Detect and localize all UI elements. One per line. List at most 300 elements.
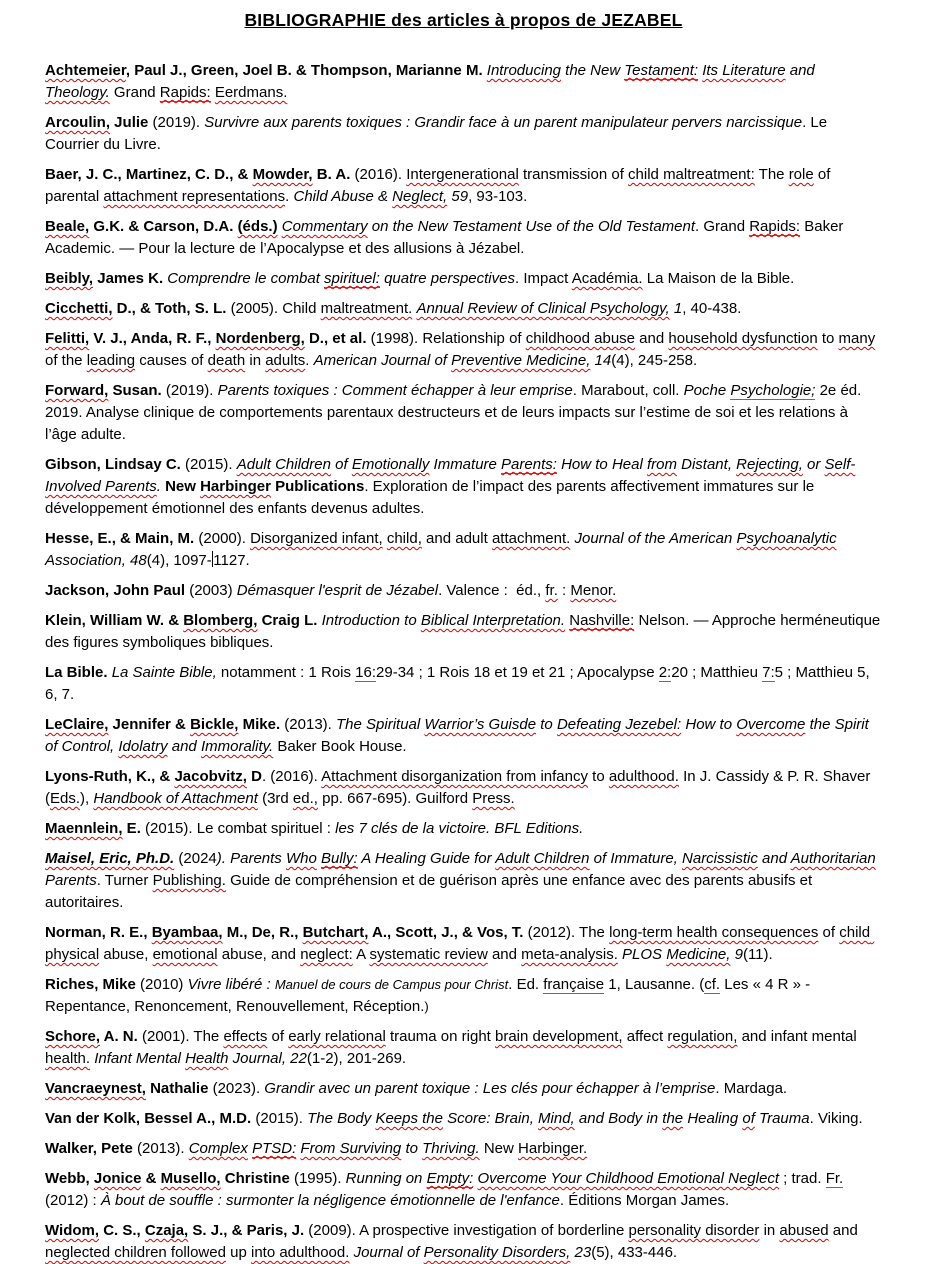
text-run: James K. <box>93 270 168 287</box>
text-run: up <box>225 1244 251 1261</box>
text-run: Journal of the American <box>574 530 737 547</box>
text-run: Parents <box>45 850 880 889</box>
text-run: Nathalie <box>145 1080 213 1097</box>
text-run: E. <box>122 820 146 837</box>
text-run: Mind, <box>538 1110 575 1127</box>
bibliography-entry <box>45 1220 882 1264</box>
text-run: (1-2), 201-269. <box>306 1050 407 1067</box>
text-run: D., et al. <box>304 330 371 347</box>
text-run: , Paul J., Green, Joel B. & Thompson, Marianne M. <box>125 62 487 79</box>
text-run: Czaja, <box>144 1222 189 1239</box>
text-run: (4), 1097- <box>146 552 212 569</box>
text-run: 1127. <box>213 552 250 569</box>
text-run: 29-34 ; 1 Rois 18 et 19 et 21 ; Apocalypse <box>376 664 659 681</box>
text-run: LeClaire, <box>45 716 109 733</box>
text-run: ; trad. <box>779 1170 826 1187</box>
text-run: Publications <box>270 478 365 495</box>
text-run: Testament: <box>624 62 699 79</box>
text-run: . Mardaga. <box>715 1080 788 1097</box>
text-run: Journal of <box>353 1244 424 1261</box>
bibliography-entry <box>45 766 882 810</box>
text-run: in <box>245 352 266 369</box>
bibliography-entry <box>45 848 882 914</box>
text-run: (2000). <box>198 530 251 547</box>
text-run: Parents toxiques : Comment échapper à leur emprise <box>217 382 573 399</box>
text-run: Introducing <box>486 62 561 79</box>
text-run: . Turner <box>96 872 153 889</box>
text-run: B. A. <box>312 166 355 183</box>
text-run: les 7 clés de la victoire. BFL Editions. <box>335 820 584 837</box>
text-run: Personality Disorders, <box>423 1244 571 1261</box>
text-run: of Immature, <box>589 850 683 867</box>
text-run: Trauma <box>754 1110 810 1127</box>
text-run: Gibson, Lindsay C. <box>45 456 186 473</box>
text-run: (2013). <box>137 1140 189 1157</box>
bibliography-entry <box>45 974 882 1018</box>
text-run: Maisel, Eric, Ph.D. <box>45 850 175 867</box>
text-run: (2015). Le combat spirituel : <box>145 820 336 837</box>
text-run: Eds. <box>50 790 81 807</box>
text-run: 9 <box>730 946 743 963</box>
text-run: and adult <box>421 530 492 547</box>
text-run: Warrior’s Guisde <box>424 716 537 733</box>
text-run: of <box>742 1110 755 1127</box>
text-run: A <box>352 946 370 963</box>
text-run: to <box>401 1140 423 1157</box>
text-run: . Le Courrier du Livre. <box>45 114 832 153</box>
text-run: emotional <box>152 946 218 963</box>
text-run: Annual Review of Clinical Psychology, <box>416 300 670 317</box>
text-run: 1 <box>669 300 683 317</box>
text-run: role <box>788 166 814 183</box>
text-run: française <box>543 976 605 993</box>
text-run: and <box>487 946 522 963</box>
text-run: Complex <box>188 1140 248 1157</box>
text-run: Grandir avec un parent toxique : Les clés pour échapper à l’emprise <box>264 1080 716 1097</box>
text-run: Grand <box>109 84 160 101</box>
text-run: Susan. <box>108 382 166 399</box>
text-run: Nashville: <box>569 612 635 629</box>
text-run: Schore, <box>45 1028 101 1045</box>
text-run: : <box>557 582 571 599</box>
text-run: Beibly, <box>45 270 94 287</box>
text-run: (1995). <box>293 1170 346 1187</box>
text-run: Mowder, <box>252 166 313 183</box>
text-run: Christine <box>220 1170 294 1187</box>
text-run: Medicine, <box>666 946 731 963</box>
text-run: Webb, <box>45 1170 94 1187</box>
text-run: and <box>757 850 791 867</box>
text-run: Baer, J. C., Martinez, C. D., & <box>45 166 253 183</box>
text-run: to <box>587 768 609 785</box>
text-run: Parents: <box>501 456 557 473</box>
text-run: on the New Testament Use of the Old Testament <box>367 218 696 235</box>
text-run: Journal, 22 <box>228 1050 307 1067</box>
text-run: La Sainte Bible, <box>111 664 217 681</box>
text-run: Rapids: <box>749 218 801 235</box>
text-run: 1, Lausanne. ( <box>604 976 705 993</box>
text-run: Jonice <box>93 1170 142 1187</box>
text-run: Harbinger <box>200 478 271 495</box>
text-run: cf. <box>704 976 721 993</box>
text-run: childhood abuse <box>525 330 636 347</box>
text-run: Adult Children <box>236 456 331 473</box>
text-run: . Marabout, coll. <box>572 382 684 399</box>
text-run: ) <box>424 999 429 1014</box>
text-run: Julie <box>110 114 153 131</box>
text-run: . <box>156 478 166 495</box>
text-run: La Bible. <box>45 664 112 681</box>
text-run: La Maison de la Bible. <box>642 270 795 287</box>
text-run: affect <box>622 1028 668 1045</box>
text-run: Mike. <box>238 716 285 733</box>
text-run: In J. Cassidy & P. R. Shaver ( <box>45 768 875 807</box>
text-run: How to <box>681 716 737 733</box>
text-run: ), <box>80 790 94 807</box>
text-run: Survivre aux parents toxiques : Grandir face à un parent manipulateur pervers narcissique <box>204 114 803 131</box>
text-run: Introduction to <box>321 612 421 629</box>
text-run: adulthood. <box>608 768 679 785</box>
text-run: (2001). The <box>141 1028 224 1045</box>
text-run: of <box>267 1028 289 1045</box>
text-run: Commentary <box>281 218 368 235</box>
text-run: brain development, <box>495 1028 623 1045</box>
text-run: , 93-103. <box>468 188 528 205</box>
text-run: Craig L. <box>257 612 322 629</box>
text-run: (2003) <box>189 582 237 599</box>
text-run: Immature <box>429 456 502 473</box>
text-run: Parents <box>230 850 286 867</box>
text-run: Forward, <box>45 382 109 399</box>
text-run: 23 <box>570 1244 592 1261</box>
text-run: the Spirit of Control, <box>45 716 873 755</box>
text-run: and <box>785 62 819 79</box>
text-run: leading <box>86 352 136 369</box>
text-run: Vancraeynest, <box>45 1080 146 1097</box>
text-run: 2: <box>658 664 672 681</box>
text-run: Van der Kolk, Bessel A., M.D. <box>45 1110 256 1127</box>
text-run: health. <box>45 1050 91 1067</box>
text-run: Manuel de cours de Campus pour Christ <box>274 977 509 992</box>
text-run: Norman, R. E., <box>45 924 152 941</box>
bibliography-entry <box>45 1168 882 1212</box>
text-run: (3rd <box>257 790 293 807</box>
bibliography-entry <box>45 454 882 520</box>
text-run: . Viking. <box>809 1110 863 1127</box>
text-run: attachment representations <box>103 188 286 205</box>
text-run: neglected children followed <box>45 1244 226 1261</box>
text-run: Thriving. <box>422 1140 480 1157</box>
bibliography-list <box>45 60 885 1264</box>
text-run: death <box>207 352 246 369</box>
text-run: many <box>838 330 876 347</box>
text-run: Académia. <box>571 270 643 287</box>
text-run: Menor. <box>570 582 617 599</box>
text-run: Eerdmans. <box>214 84 288 101</box>
text-run: Les « 4 R » - Repentance, Renoncement, Renouvellement, Réception. <box>45 976 815 1015</box>
text-run: , 40-438. <box>682 300 742 317</box>
text-run: Handbook of Attachment <box>93 790 258 807</box>
text-run: The Body <box>307 1110 376 1127</box>
text-run: (2012) : <box>45 1170 848 1209</box>
text-run: Cicchetti, <box>45 300 113 317</box>
text-run: Association, 48 <box>45 530 841 569</box>
text-run: child, <box>386 530 422 547</box>
bibliography-entry <box>45 662 882 706</box>
text-run: Rejecting, <box>736 456 803 473</box>
text-run: V. J., Anda, R. F., <box>89 330 216 347</box>
text-run: Baker Book House. <box>273 738 407 755</box>
text-run: Who <box>285 850 317 867</box>
text-run: . (2016). <box>261 768 322 785</box>
text-run: & <box>141 1170 161 1187</box>
text-run: 20 ; Matthieu <box>671 664 763 681</box>
text-run: of the <box>45 330 880 369</box>
text-run: Disorganized infant, <box>250 530 383 547</box>
text-run: to <box>536 716 557 733</box>
text-run: early relational <box>288 1028 386 1045</box>
text-run: Psychoanalytic <box>736 530 837 547</box>
text-run: of <box>330 456 352 473</box>
text-run: of parental <box>45 166 835 205</box>
text-run: Nelson. — Approche herméneutique des figures symboliques bibliques. <box>45 612 885 651</box>
text-run: (2024 <box>174 850 217 867</box>
text-run: notamment : 1 Rois <box>216 664 356 681</box>
bibliography-entry <box>45 714 882 758</box>
text-run: and <box>828 1222 863 1239</box>
text-run: Riches, Mike <box>45 976 141 993</box>
text-run: trauma on right <box>385 1028 495 1045</box>
text-run: PLOS <box>622 946 667 963</box>
text-run: Psychologie; <box>730 382 816 399</box>
bibliography-entry <box>45 922 882 966</box>
text-run: into adulthood. <box>250 1244 350 1261</box>
text-run: Overcome <box>736 716 806 733</box>
text-run: Bickle, <box>190 716 239 733</box>
bibliography-entry <box>45 164 882 208</box>
text-run: to <box>817 330 839 347</box>
text-run: ed., <box>292 790 318 807</box>
text-run: . Grand <box>695 218 750 235</box>
text-run: adults <box>265 352 306 369</box>
text-run: long-term health consequences <box>609 924 819 941</box>
text-run: spirituel: <box>324 270 380 287</box>
text-run: (2012). The <box>527 924 610 941</box>
text-run: (2015). <box>255 1110 308 1127</box>
text-run: regulation, <box>667 1028 738 1045</box>
text-run: (2019). <box>152 114 205 131</box>
text-run: and <box>167 738 201 755</box>
text-run: attachment. <box>491 530 571 547</box>
bibliography-entry <box>45 610 885 654</box>
text-run: 5 ; Matthieu 5, 6, 7. <box>45 664 874 703</box>
text-run: (5), 433-446. <box>591 1244 678 1261</box>
text-run: Child Abuse & <box>293 188 393 205</box>
text-run: (2016). <box>354 166 407 183</box>
text-run: Healing <box>683 1110 743 1127</box>
text-run: Fr. <box>825 1170 844 1187</box>
text-run: (2005). Child <box>230 300 321 317</box>
text-run: Neglect, <box>392 188 448 205</box>
text-run: . <box>285 188 294 205</box>
bibliography-entry <box>45 112 882 156</box>
text-run: The Spiritual <box>336 716 425 733</box>
text-run: (2009). A prospective investigation of borderline <box>308 1222 629 1239</box>
text-run: (2010) <box>140 976 188 993</box>
text-run: and Body in <box>574 1110 663 1127</box>
text-run: Intergenerational <box>406 166 519 183</box>
text-run: Biblical Interpretation. <box>420 612 566 629</box>
page-title: BIBLIOGRAPHIE des articles à propos de JEZABEL <box>244 10 683 30</box>
text-run: 2e éd. 2019. Analyse clinique de comportements parentaux destructeurs et de leurs impacts sur l’estime de soi et les relations à l’âge adulte. <box>45 382 866 443</box>
bibliography-entry <box>45 216 882 260</box>
text-run: Lyons-Ruth, K., & <box>45 768 175 785</box>
text-run: New <box>479 1140 519 1157</box>
text-run: Narcissistic <box>682 850 758 867</box>
text-run: (2019). <box>165 382 218 399</box>
text-run: . Valence : éd., <box>438 582 546 599</box>
text-run: causes of <box>135 352 208 369</box>
text-run: À bout de souffle : surmonter la négligence émotionnelle de l'enfance <box>100 1192 560 1209</box>
text-run: Distant, <box>676 456 737 473</box>
text-run: (1998). Relationship of <box>370 330 526 347</box>
bibliography-entry <box>45 528 882 572</box>
text-run: Byambaa, <box>151 924 223 941</box>
text-run: pp. 667-695). Guilford <box>317 790 473 807</box>
text-run: Empty: <box>426 1170 474 1187</box>
text-run: Rapids: <box>159 84 211 101</box>
text-run: Felitti, <box>45 330 90 347</box>
text-run: Attachment disorganization from infancy <box>321 768 588 785</box>
text-run: fr. <box>545 582 558 599</box>
text-run: Preventive Medicine, <box>451 352 591 369</box>
text-run: neglect: <box>300 946 353 963</box>
text-run: effects <box>223 1028 268 1045</box>
text-run: (4), 245-258. <box>611 352 698 369</box>
text-run: child physical <box>45 924 875 963</box>
text-run: Defeating Jezebel: <box>556 716 682 733</box>
text-run: meta-analysis. <box>521 946 618 963</box>
text-run: 14 <box>590 352 612 369</box>
bibliography-entry <box>45 1026 882 1070</box>
text-run: from <box>646 456 677 473</box>
text-run: C. S., <box>99 1222 145 1239</box>
text-run: Hesse, E., & Main, M. <box>45 530 199 547</box>
text-run: A. N. <box>100 1028 142 1045</box>
text-run: of <box>818 924 840 941</box>
bibliography-entry <box>45 818 882 840</box>
bibliography-entry <box>45 328 882 372</box>
text-run: . Exploration de l’impact des parents affectivement immatures sur le développement émotionnel des enfants devenus adultes. <box>45 478 819 517</box>
text-run: Klein, William W. & <box>45 612 184 629</box>
text-run: Comprendre le combat <box>167 270 325 287</box>
text-run: Adult Children <box>495 850 590 867</box>
text-run: A Healing Guide for <box>357 850 496 867</box>
text-run: the <box>662 1110 684 1127</box>
text-run: Jennifer & <box>108 716 191 733</box>
text-run: Health <box>185 1050 229 1067</box>
text-run: Musello, <box>160 1170 221 1187</box>
text-run: Overcome Your Childhood Emotional Neglect <box>477 1170 779 1187</box>
text-run: the New <box>561 62 625 79</box>
text-run: (2013). <box>284 716 336 733</box>
bibliography-entry <box>45 580 882 602</box>
text-run: Poche <box>683 382 731 399</box>
text-run: Score: Brain, <box>443 1110 539 1127</box>
text-run: child maltreatment: <box>628 166 755 183</box>
text-run: household dysfunction <box>668 330 818 347</box>
text-run: Idolatry <box>118 738 168 755</box>
text-run: Jacobvitz, <box>174 768 247 785</box>
text-run: S. J., & Paris, J. <box>188 1222 309 1239</box>
text-run: 16: <box>355 664 377 681</box>
text-run: quatre perspectives <box>379 270 515 287</box>
text-run: D., & Toth, S. L. <box>112 300 231 317</box>
text-run: The <box>754 166 789 183</box>
text-run: and <box>635 330 669 347</box>
text-run: G.K. & Carson, D.A. <box>89 218 238 235</box>
text-run: Bully: <box>321 850 358 867</box>
text-run: Vivre libéré : <box>187 976 275 993</box>
text-run: A., Scott, J., & Vos, T. <box>368 924 528 941</box>
text-run: Keeps the <box>375 1110 443 1127</box>
text-run: ). <box>216 850 231 867</box>
bibliography-entry <box>45 60 882 104</box>
text-run: in <box>759 1222 780 1239</box>
text-run: Widom, <box>45 1222 100 1239</box>
text-run: Jackson, John Paul <box>45 582 190 599</box>
text-run: Arcoulin, <box>45 114 111 131</box>
text-run: Butchart, <box>302 924 369 941</box>
text-run: Publishing. <box>152 872 226 889</box>
text-run: Maennlein, <box>45 820 123 837</box>
text-run: maltreatment. <box>320 300 413 317</box>
text-run: (2023). <box>212 1080 265 1097</box>
bibliography-entry <box>45 298 882 320</box>
text-run: Press. <box>472 790 515 807</box>
text-run: Its Literature <box>702 62 786 79</box>
text-run: Running on <box>345 1170 427 1187</box>
text-run: American Journal of <box>313 352 452 369</box>
text-run: Guide de compréhension et de guérison après une enfance avec des parents abusifs et autoritaires. <box>45 872 817 911</box>
text-run: (2015). <box>185 456 237 473</box>
text-run: . Impact <box>514 270 572 287</box>
text-run: personality disorder <box>628 1222 760 1239</box>
text-run: . Ed. <box>508 976 544 993</box>
text-run: Achtemeier <box>45 62 126 79</box>
text-run: Self-Involved Parents <box>45 456 856 495</box>
text-run: (11). <box>742 946 773 963</box>
text-run: Immorality. <box>200 738 274 755</box>
text-run: Infant Mental <box>94 1050 186 1067</box>
text-run: . <box>305 352 314 369</box>
text-run: (éds.) <box>237 218 278 235</box>
text-run: 7: <box>762 664 775 681</box>
text-run: Emotionally <box>351 456 430 473</box>
text-run: M., De, R., <box>222 924 303 941</box>
text-run: Nordenberg, <box>215 330 305 347</box>
text-run: Démasquer l'esprit de Jézabel <box>236 582 439 599</box>
text-run: systematic review <box>369 946 488 963</box>
text-run: PTSD: <box>252 1140 297 1157</box>
text-run: transmission of <box>518 166 629 183</box>
text-run: or <box>802 456 825 473</box>
text-run: and infant mental <box>737 1028 861 1045</box>
text-run: 59 <box>447 188 469 205</box>
text-run: From Surviving <box>300 1140 402 1157</box>
text-run: . Éditions Morgan James. <box>559 1192 730 1209</box>
text-run: Authoritarian <box>790 850 876 867</box>
